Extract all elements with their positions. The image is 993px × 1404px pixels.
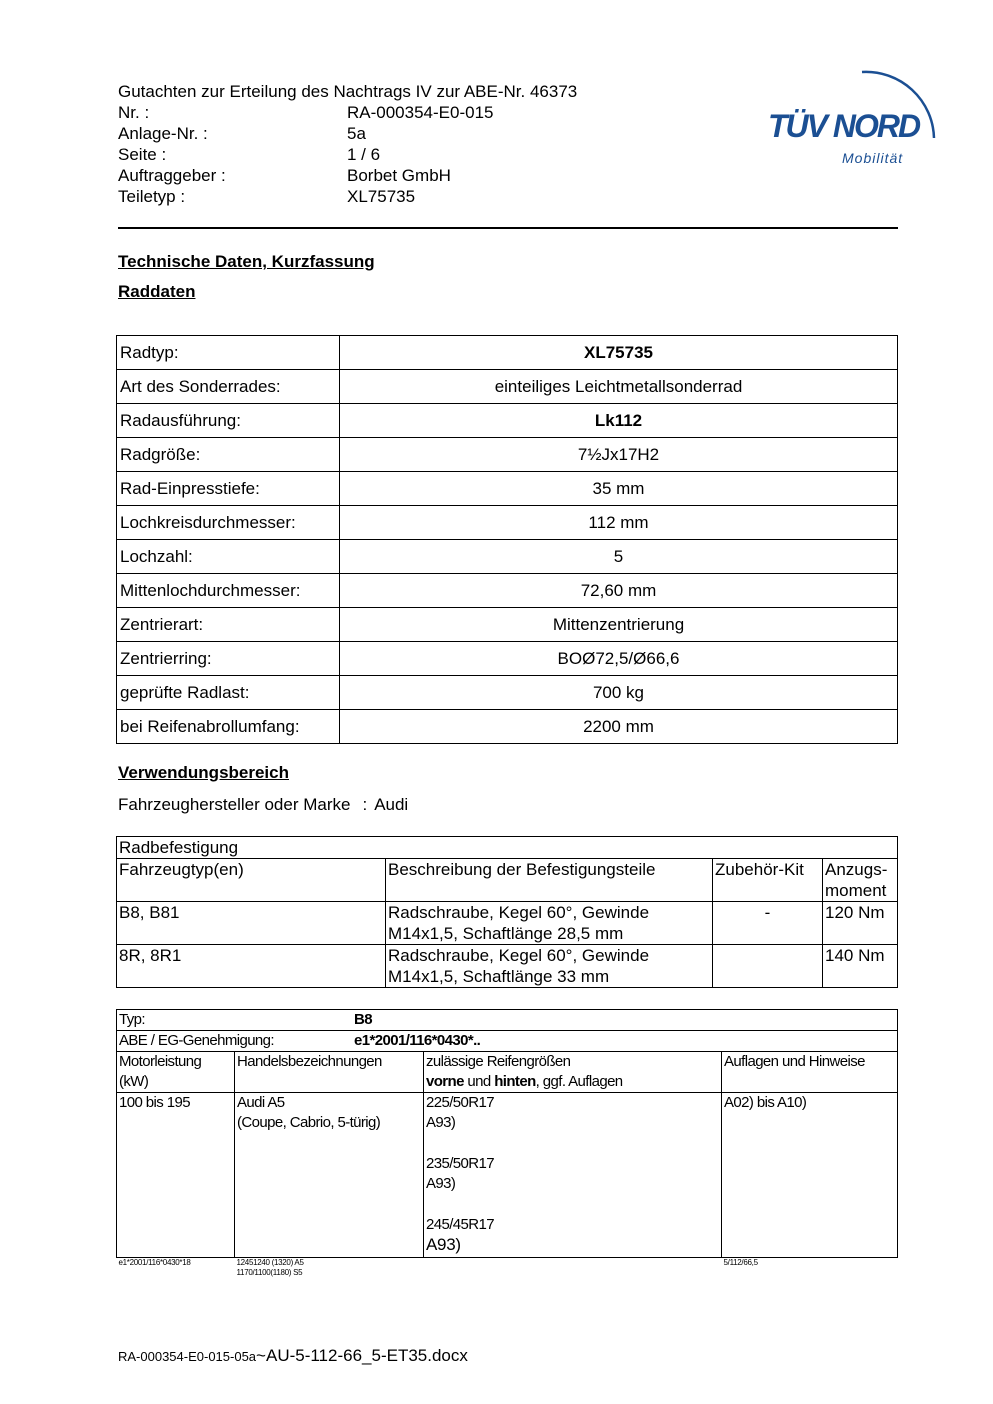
document-footer: RA-000354-E0-015-05a~AU-5-112-66_5-ET35.docx — [118, 1346, 468, 1365]
table-row: 8R, 8R1 Radschraube, Kegel 60°, Gewinde M14x1,5, Schaftlänge 33 mm 140 Nm — [117, 945, 898, 988]
tuv-nord-logo — [762, 58, 942, 170]
table-row — [117, 837, 898, 859]
table-row: Mittenlochdurchmesser: 72,60 mm — [117, 574, 898, 608]
header-row-seite: Seite : 1 / 6 — [118, 145, 381, 164]
table-row: bei Reifenabrollumfang: 2200 mm — [117, 710, 898, 744]
table-row: Lochzahl: 5 — [117, 540, 898, 574]
logo-text: TÜV NORD — [768, 108, 920, 144]
fahrzeughersteller: Fahrzeughersteller oder Marke : Audi — [118, 795, 409, 814]
radbefestigung-title: Radbefestigung — [117, 837, 898, 859]
table-row: Typ: B8 — [117, 1010, 898, 1031]
table-row: Zentrierart: Mittenzentrierung — [117, 608, 898, 642]
table-row: Radtyp: XL75735 — [117, 336, 898, 370]
logo-subtitle: Mobilität — [842, 150, 904, 166]
table-row: Art des Sonderrades: einteiliges Leichtmetallsonderrad — [117, 370, 898, 404]
table-header-row: Motorleistung (kW) Handelsbezeichnungen zulässige Reifengrößen vorne und hinten, ggf. Auflagen Auflagen und Hinweise — [117, 1052, 898, 1093]
section-verwendungsbereich: Verwendungsbereich — [118, 763, 289, 782]
table-row: Rad-Einpresstiefe: 35 mm — [117, 472, 898, 506]
raddaten-table — [116, 335, 898, 744]
table-row: geprüfte Radlast: 700 kg — [117, 676, 898, 710]
table-row: Radausführung: Lk112 — [117, 404, 898, 438]
table-row: Lochkreisdurchmesser: 112 mm — [117, 506, 898, 540]
section-technische-daten: Technische Daten, Kurzfassung — [118, 252, 375, 271]
header-row-nr: Nr. : RA-000354-E0-015 — [118, 103, 494, 122]
table-row: B8, B81 Radschraube, Kegel 60°, Gewinde M14x1,5, Schaftlänge 28,5 mm - 120 Nm — [117, 902, 898, 945]
header-row-auftraggeber: Auftraggeber : Borbet GmbH — [118, 166, 451, 185]
header-row-anlage: Anlage-Nr. : 5a — [118, 124, 366, 143]
document-header — [118, 81, 577, 207]
document-title: Gutachten zur Erteilung des Nachtrags IV zur ABE-Nr. 46373 — [118, 82, 578, 101]
typ-table — [116, 1009, 898, 1278]
table-header-row: Fahrzeugtyp(en) Beschreibung der Befestigungsteile Zubehör-Kit Anzugs- moment — [117, 859, 898, 902]
header-divider — [118, 227, 898, 229]
table-row: Radgröße: 7½Jx17H2 — [117, 438, 898, 472]
header-row-teiletyp: Teiletyp : XL75735 — [118, 187, 416, 206]
table-row: Zentrierring: BOØ72,5/Ø66,6 — [117, 642, 898, 676]
radbefestigung-table — [116, 836, 898, 988]
table-row: 100 bis 195 Audi A5 (Coupe, Cabrio, 5-türig) 225/50R17 A93) 235/50R17 A93) 245/45R17 A93) A02) bis A10) — [117, 1093, 898, 1258]
section-raddaten: Raddaten — [118, 282, 196, 301]
table-row: e1*2001/116*0430*18 12451240 (1320) A5 1170/1100(1180) S5 5/112/66,5 — [118, 1258, 758, 1277]
table-row: ABE / EG-Genehmigung: e1*2001/116*0430*.. — [117, 1031, 898, 1052]
